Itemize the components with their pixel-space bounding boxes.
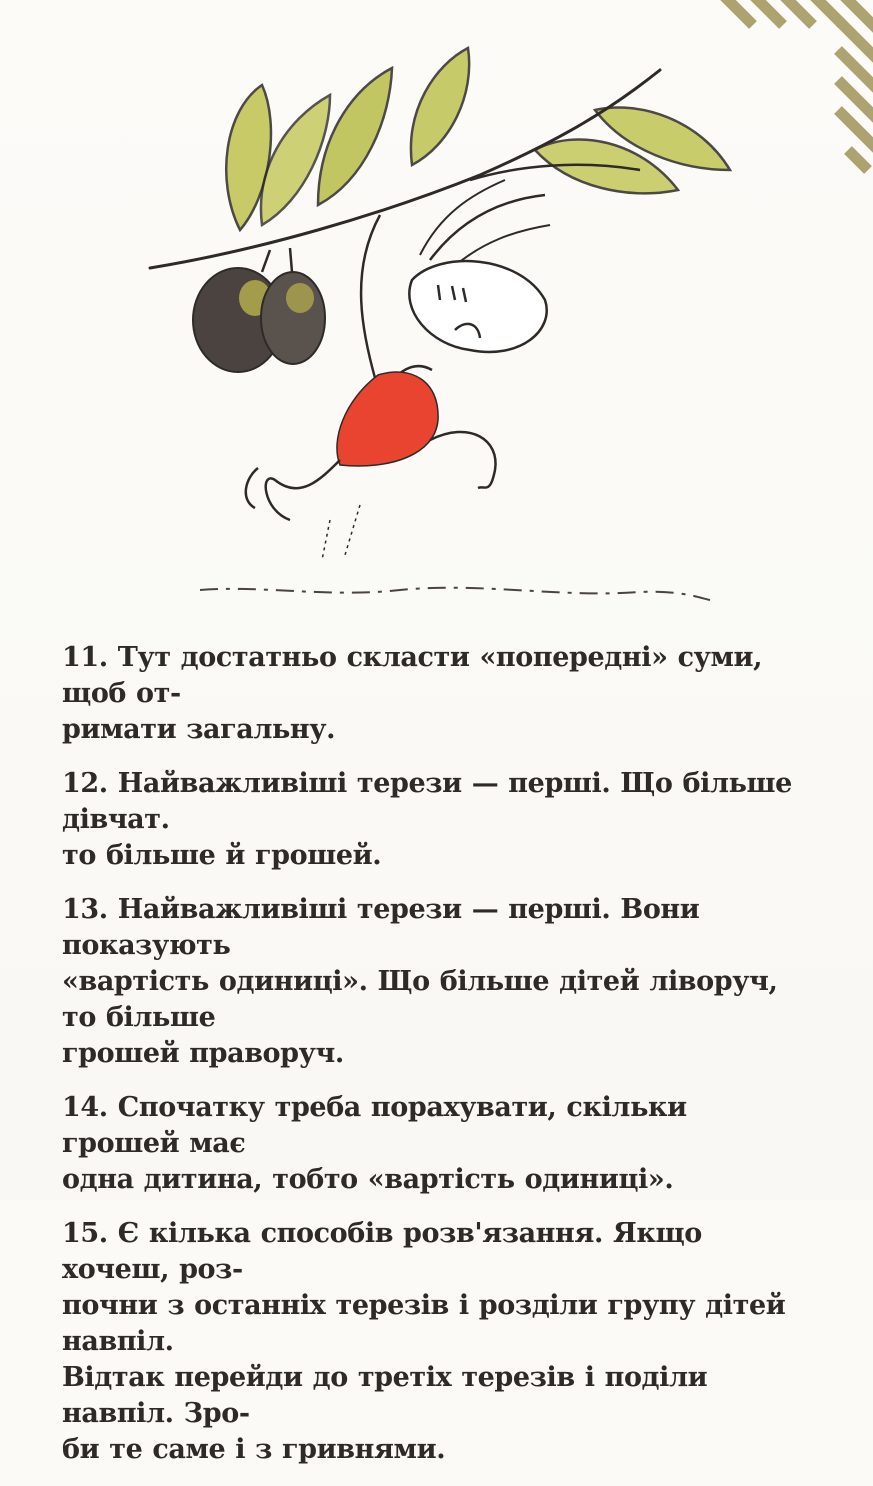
- olive-stem: [262, 250, 270, 272]
- answer-number: 12.: [62, 768, 108, 799]
- answer-line: «вартість одиниці». Що більше дітей ліворуч, то більше: [62, 966, 778, 1033]
- leg: [266, 460, 340, 520]
- olive-stem: [290, 248, 292, 272]
- ground-line: [200, 588, 710, 600]
- answers-list: [62, 640, 802, 1486]
- arm: [430, 195, 545, 260]
- olive-highlight: [286, 283, 314, 313]
- olives: [193, 268, 325, 372]
- red-shirt: [337, 372, 438, 466]
- answer-line: римати загальну.: [62, 714, 336, 745]
- leaf: [318, 68, 392, 205]
- olive-branch-character-icon: [130, 40, 750, 620]
- answer-line: би те саме і з гривнями.: [62, 1434, 446, 1465]
- stripe: [848, 150, 868, 170]
- leaf: [411, 48, 469, 165]
- leg: [430, 432, 496, 488]
- answer-14: [62, 1090, 802, 1198]
- answer-number: 15.: [62, 1218, 108, 1249]
- answer-line: Відтак перейди до третіх терезів і поділи навпіл. Зро-: [62, 1362, 708, 1429]
- answer-11: [62, 640, 802, 748]
- motion-line: [345, 505, 360, 555]
- motion-line: [322, 520, 330, 560]
- foot: [246, 468, 258, 508]
- answer-number: 11.: [62, 642, 108, 673]
- answer-line: Найважливіші терези — перші. Що більше дівчат.: [62, 768, 792, 835]
- arm: [361, 215, 380, 395]
- answer-line: Найважливіші терези — перші. Вони показують: [62, 894, 700, 961]
- answer-number: 13.: [62, 894, 108, 925]
- stripe: [718, 0, 753, 25]
- head: [409, 261, 546, 352]
- answer-line: почни з останніх терезів і розділи групу дітей навпіл.: [62, 1290, 786, 1357]
- answer-line: Спочатку треба порахувати, скільки грошей має: [62, 1092, 687, 1159]
- answer-line: одна дитина, тобто «вартість одиниці».: [62, 1164, 674, 1195]
- answer-12: [62, 766, 802, 874]
- answer-line: Тут достатньо скласти «попередні» суми, щоб от-: [62, 642, 763, 709]
- answer-line: Є кілька способів розв'язання. Якщо хочеш, роз-: [62, 1218, 702, 1285]
- answer-line: то більше й грошей.: [62, 840, 382, 871]
- answer-number: 14.: [62, 1092, 108, 1123]
- hair-stroke: [420, 180, 505, 255]
- answer-15: [62, 1216, 802, 1468]
- answer-13: [62, 892, 802, 1072]
- answer-line: грошей праворуч.: [62, 1038, 344, 1069]
